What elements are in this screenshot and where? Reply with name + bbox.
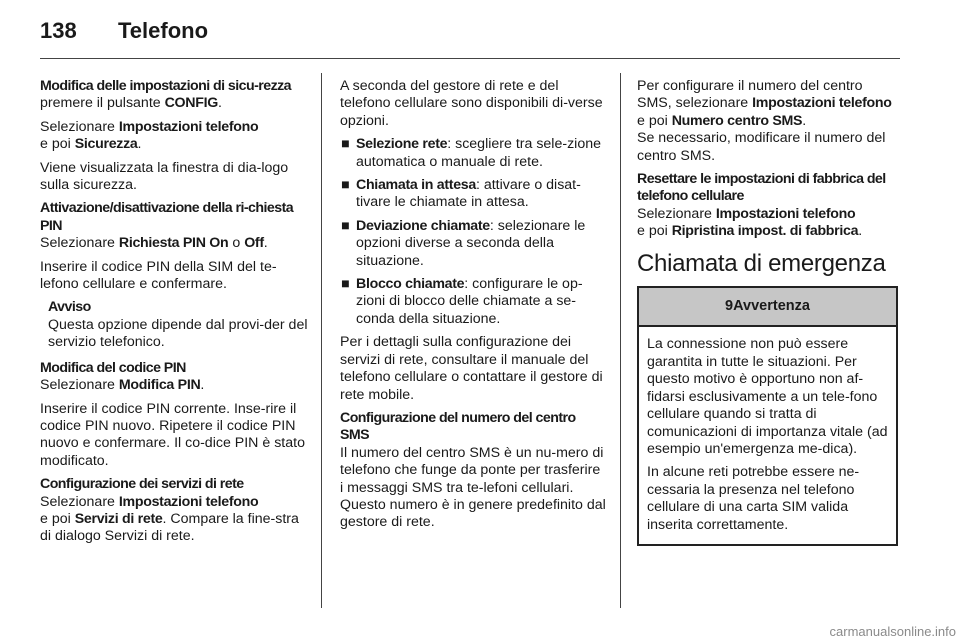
heading-pin-request: Attivazione/disattivazione della ri-chiesta PIN (40, 200, 294, 234)
column-1 (40, 78, 308, 552)
heading-sms-center: Configurazione del numero del centro SMS (340, 409, 576, 444)
warning-box (637, 286, 898, 546)
paragraph: Inserire il codice PIN corrente. Inse-rire il codice PIN nuovo. Ripetere il codice PIN nuovo e confermare. Il co-dice PIN è stato modificato. (40, 400, 305, 469)
column-divider-1 (321, 73, 322, 608)
bullet-icon: ■ (341, 217, 350, 234)
column-3 (637, 78, 900, 546)
heading-security-settings: Modifica delle impostazioni di sicu-rezza (40, 78, 292, 94)
list-item: ■ Chiamata in attesa: attivare o disat-tivare le chiamate in attesa. (341, 177, 581, 211)
bullet-icon: ■ (341, 276, 350, 293)
paragraph: Viene visualizzata la finestra di dia-logo sulla sicurezza. (40, 159, 289, 194)
note-title: Avviso (48, 299, 91, 316)
paragraph: premere il pulsante CONFIG. (40, 95, 222, 112)
heading-network-services: Configurazione dei servizi di rete (40, 476, 244, 493)
paragraph: Selezionare Richiesta PIN On o Off. (40, 235, 268, 252)
list-item: ■ Blocco chiamate: configurare le op-zioni di blocco delle chiamate a se-conda della situazione. (341, 276, 583, 327)
paragraph: Selezionare Impostazioni telefono e poi Sicurezza. (40, 118, 259, 153)
paragraph: A seconda del gestore di rete e del telefono cellulare sono disponibili di-verse opzioni. (340, 78, 603, 129)
page-number: 138 (40, 18, 77, 43)
paragraph: Selezionare Impostazioni telefono e poi Servizi di rete. Compare la fine-stra di dialogo Servizi di rete. (40, 493, 299, 545)
warning-text: La connessione non può essere garantita in tutte le situazioni. Per questo motivo è opportuno non af-fidarsi esclusivamente a un tele-fono cellulare quando si tratta di comunicazioni di importanza vitale (ad esempio un'emergenza me-dica). (647, 336, 888, 457)
header-rule (40, 58, 900, 59)
heading-change-pin: Modifica del codice PIN (40, 359, 186, 376)
paragraph: Selezionare Modifica PIN. (40, 377, 205, 394)
warning-body (639, 327, 896, 543)
column-2 (340, 78, 606, 538)
list-item: ■ Selezione rete: scegliere tra sele-zione automatica o manuale di rete. (341, 136, 601, 170)
page-title: Telefono (118, 18, 209, 43)
bullet-icon: ■ (341, 177, 350, 194)
paragraph: Per i dettagli sulla configurazione dei servizi di rete, consultare il manuale del telefono cellulare o contattare il gestore di rete mobile. (340, 334, 603, 403)
section-title-emergency-call: Chiamata di emergenza (637, 249, 886, 277)
note-box (48, 299, 308, 351)
paragraph: Per configurare il numero del centro SMS, selezionare Impostazioni telefono e poi Numero centro SMS. Se necessario, modificare il numero del centro SMS. (637, 78, 892, 164)
warning-icon: 9 (725, 298, 734, 315)
watermark-link[interactable]: carmanualsonline.info (829, 624, 956, 639)
warning-header (639, 288, 896, 327)
bullet-icon: ■ (341, 136, 350, 153)
list-item: ■ Deviazione chiamate: selezionare le opzioni diverse a seconda della situazione. (341, 217, 586, 269)
warning-text: In alcune reti potrebbe essere ne-cessaria la presenza nel telefono cellulare di una carta SIM valida inserita correttamente. (647, 464, 860, 533)
paragraph: Selezionare Impostazioni telefono e poi Ripristina impost. di fabbrica. (637, 205, 863, 240)
heading-factory-reset: Resettare le impostazioni di fabbrica del telefono cellulare (637, 171, 886, 205)
paragraph: Il numero del centro SMS è un nu-mero di telefono che funge da ponte per trasferire i messaggi SMS tra te-lefoni cellulari. Questo numero è in genere predefinito dal gestore di rete. (340, 444, 606, 531)
paragraph: Inserire il codice PIN della SIM del te-lefono cellulare e confermare. (40, 258, 277, 293)
warning-title: Avvertenza (733, 298, 810, 315)
note-text: Questa opzione dipende dal provi-der del servizio telefonico. (48, 316, 308, 351)
column-divider-2 (620, 73, 621, 608)
